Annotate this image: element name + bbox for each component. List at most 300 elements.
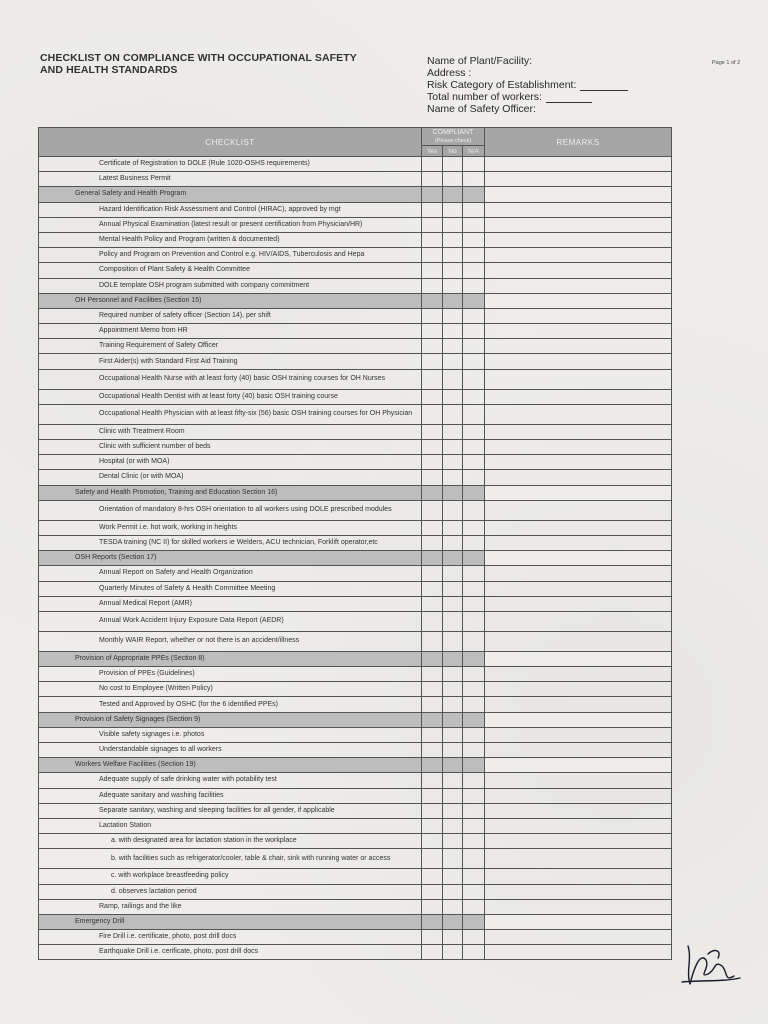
na-checkbox-cell[interactable] — [463, 263, 485, 278]
no-checkbox-cell[interactable] — [443, 945, 463, 960]
remarks-cell[interactable] — [485, 293, 672, 308]
yes-checkbox-cell[interactable] — [422, 389, 443, 404]
signature — [678, 938, 744, 990]
no-checkbox-cell[interactable] — [443, 278, 463, 293]
remarks-cell[interactable] — [485, 278, 672, 293]
table-row — [39, 899, 672, 914]
remarks-cell[interactable] — [485, 217, 672, 232]
checklist-item: First Aider(s) with Standard First Aid Training — [39, 354, 422, 369]
yes-checkbox-cell[interactable] — [422, 788, 443, 803]
remarks-cell[interactable] — [485, 455, 672, 470]
na-checkbox-cell[interactable] — [463, 914, 485, 929]
table-row — [39, 697, 672, 712]
no-checkbox-cell[interactable] — [443, 849, 463, 869]
checklist-item: Occupational Health Nurse with at least forty (40) basic OSH training courses for OH Nurses — [39, 369, 422, 389]
checklist-item: Orientation of mandatory 8-hrs OSH orientation to all workers using DOLE prescribed modules — [39, 500, 422, 520]
na-checkbox-cell[interactable] — [463, 470, 485, 485]
no-checkbox-cell[interactable] — [443, 500, 463, 520]
compliant-header — [422, 128, 485, 146]
table-row — [39, 354, 672, 369]
yes-checkbox-cell[interactable] — [422, 485, 443, 500]
table-row — [39, 930, 672, 945]
no-checkbox-cell[interactable] — [443, 581, 463, 596]
compliant-note: (Please check) — [434, 137, 472, 144]
na-checkbox-cell[interactable] — [463, 611, 485, 631]
no-checkbox-cell[interactable] — [443, 157, 463, 172]
no-checkbox-cell[interactable] — [443, 187, 463, 202]
na-checkbox-cell[interactable] — [463, 520, 485, 535]
remarks-cell[interactable] — [485, 248, 672, 263]
remarks-cell[interactable] — [485, 308, 672, 323]
yes-checkbox-cell[interactable] — [422, 743, 443, 758]
table-row — [39, 500, 672, 520]
table-row — [39, 611, 672, 631]
checklist-item: Fire Drill i.e. certificate, photo, post drill docs — [39, 930, 422, 945]
table-row — [39, 263, 672, 278]
remarks-cell[interactable] — [485, 440, 672, 455]
checklist-item: Provision of PPEs (Guidelines) — [39, 667, 422, 682]
no-checkbox-cell[interactable] — [443, 354, 463, 369]
yes-checkbox-cell[interactable] — [422, 930, 443, 945]
checklist-body — [39, 157, 672, 960]
table-row — [39, 596, 672, 611]
checklist-item: Policy and Program on Prevention and Control e.g. HIV/AIDS, Tuberculosis and Hepa — [39, 248, 422, 263]
title-line-2: AND HEALTH STANDARDS — [40, 64, 178, 76]
no-checkbox-cell[interactable] — [443, 369, 463, 389]
address-label: Address : — [427, 67, 472, 79]
no-checkbox-cell[interactable] — [443, 172, 463, 187]
table-row — [39, 369, 672, 389]
na-checkbox-cell[interactable] — [463, 404, 485, 424]
yes-checkbox-cell[interactable] — [422, 157, 443, 172]
na-checkbox-cell[interactable] — [463, 440, 485, 455]
no-checkbox-cell[interactable] — [443, 758, 463, 773]
checklist-item: Monthly WAIR Report, whether or not there is an accident/illness — [39, 631, 422, 651]
no-checkbox-cell[interactable] — [443, 293, 463, 308]
na-checkbox-cell[interactable] — [463, 293, 485, 308]
table-row — [39, 389, 672, 404]
yes-checkbox-cell[interactable] — [422, 248, 443, 263]
remarks-cell[interactable] — [485, 485, 672, 500]
yes-checkbox-cell[interactable] — [422, 631, 443, 651]
na-checkbox-cell[interactable] — [463, 485, 485, 500]
no-checkbox-cell[interactable] — [443, 788, 463, 803]
remarks-cell[interactable] — [485, 667, 672, 682]
checklist-item: Understandable signages to all workers — [39, 743, 422, 758]
na-checkbox-cell[interactable] — [463, 369, 485, 389]
remarks-cell[interactable] — [485, 500, 672, 520]
remarks-cell[interactable] — [485, 849, 672, 869]
no-checkbox-cell[interactable] — [443, 727, 463, 742]
yes-checkbox-cell[interactable] — [422, 727, 443, 742]
table-row — [39, 773, 672, 788]
checklist-item: Training Requirement of Safety Officer — [39, 339, 422, 354]
remarks-cell[interactable] — [485, 631, 672, 651]
remarks-cell[interactable] — [485, 596, 672, 611]
checklist-item: DOLE template OSH program submitted with company commitment — [39, 278, 422, 293]
remarks-cell[interactable] — [485, 581, 672, 596]
remarks-cell[interactable] — [485, 834, 672, 849]
no-checkbox-cell[interactable] — [443, 930, 463, 945]
yes-checkbox-cell[interactable] — [422, 500, 443, 520]
checklist-item: Clinic with sufficient number of beds — [39, 440, 422, 455]
table-row — [39, 743, 672, 758]
yes-checkbox-cell[interactable] — [422, 202, 443, 217]
table-row — [39, 339, 672, 354]
yes-checkbox-cell[interactable] — [422, 263, 443, 278]
no-checkbox-cell[interactable] — [443, 440, 463, 455]
remarks-cell[interactable] — [485, 263, 672, 278]
remarks-cell[interactable] — [485, 727, 672, 742]
yes-checkbox-cell[interactable] — [422, 551, 443, 566]
yes-checkbox-cell[interactable] — [422, 187, 443, 202]
no-checkbox-cell[interactable] — [443, 712, 463, 727]
na-checkbox-cell[interactable] — [463, 849, 485, 869]
yes-checkbox-cell[interactable] — [422, 404, 443, 424]
checklist-item: Annual Work Accident Injury Exposure Data Report (AEDR) — [39, 611, 422, 631]
yes-checkbox-cell[interactable] — [422, 520, 443, 535]
checklist-item: Visible safety signages i.e. photos — [39, 727, 422, 742]
na-checkbox-cell[interactable] — [463, 535, 485, 550]
yes-checkbox-cell[interactable] — [422, 217, 443, 232]
table-row — [39, 884, 672, 899]
workers-label: Total number of workers: — [427, 91, 542, 103]
establishment-info — [427, 55, 657, 115]
na-checkbox-cell[interactable] — [463, 945, 485, 960]
na-checkbox-cell[interactable] — [463, 172, 485, 187]
yes-checkbox-cell[interactable] — [422, 308, 443, 323]
remarks-cell[interactable] — [485, 869, 672, 884]
remarks-cell[interactable] — [485, 611, 672, 631]
na-checkbox-cell[interactable] — [463, 930, 485, 945]
no-checkbox-cell[interactable] — [443, 566, 463, 581]
remarks-cell[interactable] — [485, 899, 672, 914]
section-title: Provision of Safety Signages (Section 9) — [39, 712, 422, 727]
yes-checkbox-cell[interactable] — [422, 611, 443, 631]
risk-category-label: Risk Category of Establishment: — [427, 79, 577, 91]
section-header-row — [39, 914, 672, 929]
table-row — [39, 834, 672, 849]
yes-checkbox-cell[interactable] — [422, 278, 443, 293]
remarks-cell[interactable] — [485, 773, 672, 788]
no-checkbox-cell[interactable] — [443, 803, 463, 818]
section-header-row — [39, 712, 672, 727]
remarks-cell[interactable] — [485, 535, 672, 550]
no-checkbox-cell[interactable] — [443, 611, 463, 631]
na-checkbox-cell[interactable] — [463, 551, 485, 566]
yes-checkbox-cell[interactable] — [422, 914, 443, 929]
remarks-cell[interactable] — [485, 369, 672, 389]
na-checkbox-cell[interactable] — [463, 278, 485, 293]
na-checkbox-cell[interactable] — [463, 202, 485, 217]
remarks-cell[interactable] — [485, 520, 672, 535]
checklist-item: Occupational Health Physician with at least fifty-six (56) basic OSH training courses for OH Physician — [39, 404, 422, 424]
remarks-cell[interactable] — [485, 930, 672, 945]
checklist-item: Composition of Plant Safety & Health Committee — [39, 263, 422, 278]
table-row — [39, 324, 672, 339]
checklist-item: Work Permit i.e. hot work, working in heights — [39, 520, 422, 535]
table-row — [39, 248, 672, 263]
na-checkbox-cell[interactable] — [463, 500, 485, 520]
no-checkbox-cell[interactable] — [443, 869, 463, 884]
remarks-cell[interactable] — [485, 339, 672, 354]
na-checkbox-cell[interactable] — [463, 712, 485, 727]
yes-checkbox-cell[interactable] — [422, 773, 443, 788]
section-title: OSH Reports (Section 17) — [39, 551, 422, 566]
no-checkbox-cell[interactable] — [443, 308, 463, 323]
remarks-cell[interactable] — [485, 945, 672, 960]
remarks-cell[interactable] — [485, 354, 672, 369]
no-checkbox-cell[interactable] — [443, 818, 463, 833]
no-checkbox-cell[interactable] — [443, 202, 463, 217]
checklist-item: Annual Medical Report (AMR) — [39, 596, 422, 611]
yes-checkbox-cell[interactable] — [422, 354, 443, 369]
remarks-cell[interactable] — [485, 697, 672, 712]
yes-checkbox-cell[interactable] — [422, 803, 443, 818]
no-checkbox-cell[interactable] — [443, 404, 463, 424]
no-checkbox-cell[interactable] — [443, 631, 463, 651]
no-checkbox-cell[interactable] — [443, 551, 463, 566]
table-row — [39, 440, 672, 455]
no-checkbox-cell[interactable] — [443, 339, 463, 354]
section-title: General Safety and Health Program — [39, 187, 422, 202]
na-checkbox-cell[interactable] — [463, 354, 485, 369]
na-checkbox-cell[interactable] — [463, 788, 485, 803]
remarks-cell[interactable] — [485, 551, 672, 566]
section-header-row — [39, 551, 672, 566]
yes-checkbox-cell[interactable] — [422, 339, 443, 354]
remarks-cell[interactable] — [485, 803, 672, 818]
page-number: Page 1 of 2 — [712, 60, 741, 66]
no-checkbox-cell[interactable] — [443, 651, 463, 666]
na-checkbox-cell[interactable] — [463, 818, 485, 833]
table-row — [39, 520, 672, 535]
checklist-item: a. with designated area for lactation station in the workplace — [39, 834, 422, 849]
na-checkbox-cell[interactable] — [463, 758, 485, 773]
yes-checkbox-cell[interactable] — [422, 651, 443, 666]
yes-checkbox-cell[interactable] — [422, 172, 443, 187]
remarks-cell[interactable] — [485, 389, 672, 404]
section-header-row — [39, 293, 672, 308]
checklist-item: c. with workplace breastfeeding policy — [39, 869, 422, 884]
checklist-item: Certificate of Registration to DOLE (Rule 1020-OSHS requirements) — [39, 157, 422, 172]
na-checkbox-cell[interactable] — [463, 869, 485, 884]
checklist-item: Quarterly Minutes of Safety & Health Committee Meeting — [39, 581, 422, 596]
table-row — [39, 945, 672, 960]
remarks-cell[interactable] — [485, 470, 672, 485]
no-checkbox-cell[interactable] — [443, 914, 463, 929]
no-checkbox-cell[interactable] — [443, 324, 463, 339]
yes-checkbox-cell[interactable] — [422, 455, 443, 470]
na-checkbox-cell[interactable] — [463, 232, 485, 247]
no-checkbox-cell[interactable] — [443, 424, 463, 439]
section-header-row — [39, 187, 672, 202]
table-row — [39, 849, 672, 869]
compliant-label: COMPLIANT — [432, 128, 474, 136]
checklist-item: Mental Health Policy and Program (written & documented) — [39, 232, 422, 247]
yes-checkbox-cell[interactable] — [422, 324, 443, 339]
checklist-item: Required number of safety officer (Section 14), per shift — [39, 308, 422, 323]
remarks-cell[interactable] — [485, 651, 672, 666]
section-title: OH Personnel and Facilities (Section 15) — [39, 293, 422, 308]
na-checkbox-cell[interactable] — [463, 324, 485, 339]
na-checkbox-cell[interactable] — [463, 339, 485, 354]
no-checkbox-cell[interactable] — [443, 232, 463, 247]
table-row — [39, 667, 672, 682]
workers-row — [427, 91, 657, 103]
na-checkbox-cell[interactable] — [463, 217, 485, 232]
yes-checkbox-cell[interactable] — [422, 232, 443, 247]
remarks-cell[interactable] — [485, 818, 672, 833]
no-checkbox-cell[interactable] — [443, 248, 463, 263]
remarks-cell[interactable] — [485, 324, 672, 339]
na-checkbox-cell[interactable] — [463, 743, 485, 758]
remarks-cell[interactable] — [485, 566, 672, 581]
no-checkbox-cell[interactable] — [443, 455, 463, 470]
no-checkbox-cell[interactable] — [443, 389, 463, 404]
na-checkbox-cell[interactable] — [463, 803, 485, 818]
table-row — [39, 818, 672, 833]
yes-header: Yes — [422, 146, 443, 157]
na-checkbox-cell[interactable] — [463, 455, 485, 470]
remarks-cell[interactable] — [485, 172, 672, 187]
risk-category-blank — [580, 82, 628, 91]
yes-checkbox-cell[interactable] — [422, 758, 443, 773]
no-checkbox-cell[interactable] — [443, 667, 463, 682]
table-row — [39, 788, 672, 803]
table-row — [39, 172, 672, 187]
table-row — [39, 727, 672, 742]
yes-checkbox-cell[interactable] — [422, 369, 443, 389]
na-checkbox-cell[interactable] — [463, 727, 485, 742]
yes-checkbox-cell[interactable] — [422, 869, 443, 884]
no-checkbox-cell[interactable] — [443, 263, 463, 278]
na-checkbox-cell[interactable] — [463, 651, 485, 666]
no-checkbox-cell[interactable] — [443, 773, 463, 788]
na-checkbox-cell[interactable] — [463, 899, 485, 914]
remarks-cell[interactable] — [485, 884, 672, 899]
remarks-cell[interactable] — [485, 743, 672, 758]
checklist-item: Annual Report on Safety and Health Organization — [39, 566, 422, 581]
na-checkbox-cell[interactable] — [463, 667, 485, 682]
table-row — [39, 308, 672, 323]
no-checkbox-cell[interactable] — [443, 217, 463, 232]
no-header: No — [443, 146, 463, 157]
checklist-table — [38, 127, 672, 960]
checklist-item: Appointment Memo from HR — [39, 324, 422, 339]
table-row — [39, 157, 672, 172]
na-checkbox-cell[interactable] — [463, 187, 485, 202]
yes-checkbox-cell[interactable] — [422, 884, 443, 899]
no-checkbox-cell[interactable] — [443, 485, 463, 500]
checklist-item: Tested and Approved by OSHC (for the 6 identified PPEs) — [39, 697, 422, 712]
yes-checkbox-cell[interactable] — [422, 945, 443, 960]
yes-checkbox-cell[interactable] — [422, 424, 443, 439]
yes-checkbox-cell[interactable] — [422, 470, 443, 485]
table-row — [39, 232, 672, 247]
no-checkbox-cell[interactable] — [443, 834, 463, 849]
plant-name-label: Name of Plant/Facility: — [427, 55, 533, 67]
title-line-1: CHECKLIST ON COMPLIANCE WITH OCCUPATIONAL SAFETY — [40, 52, 357, 64]
remarks-cell[interactable] — [485, 424, 672, 439]
na-checkbox-cell[interactable] — [463, 566, 485, 581]
yes-checkbox-cell[interactable] — [422, 849, 443, 869]
na-checkbox-cell[interactable] — [463, 773, 485, 788]
remarks-cell[interactable] — [485, 232, 672, 247]
na-header: N/A — [463, 146, 485, 157]
na-checkbox-cell[interactable] — [463, 424, 485, 439]
checklist-item: Clinic with Treatment Room — [39, 424, 422, 439]
section-header-row — [39, 485, 672, 500]
yes-checkbox-cell[interactable] — [422, 566, 443, 581]
no-checkbox-cell[interactable] — [443, 884, 463, 899]
table-row — [39, 424, 672, 439]
na-checkbox-cell[interactable] — [463, 308, 485, 323]
na-checkbox-cell[interactable] — [463, 631, 485, 651]
table-row — [39, 581, 672, 596]
na-checkbox-cell[interactable] — [463, 596, 485, 611]
safety-officer-label: Name of Safety Officer: — [427, 103, 536, 115]
no-checkbox-cell[interactable] — [443, 520, 463, 535]
yes-checkbox-cell[interactable] — [422, 834, 443, 849]
na-checkbox-cell[interactable] — [463, 884, 485, 899]
yes-checkbox-cell[interactable] — [422, 667, 443, 682]
document-title — [40, 52, 360, 76]
remarks-cell[interactable] — [485, 157, 672, 172]
na-checkbox-cell[interactable] — [463, 834, 485, 849]
remarks-cell[interactable] — [485, 682, 672, 697]
na-checkbox-cell[interactable] — [463, 581, 485, 596]
no-checkbox-cell[interactable] — [443, 743, 463, 758]
no-checkbox-cell[interactable] — [443, 682, 463, 697]
no-checkbox-cell[interactable] — [443, 470, 463, 485]
yes-checkbox-cell[interactable] — [422, 697, 443, 712]
checklist-item: Earthquake Drill i.e. cerificate, photo, post drill docs — [39, 945, 422, 960]
remarks-cell[interactable] — [485, 404, 672, 424]
checklist-item: Occupational Health Dentist with at least forty (40) basic OSH training course — [39, 389, 422, 404]
no-checkbox-cell[interactable] — [443, 697, 463, 712]
yes-checkbox-cell[interactable] — [422, 440, 443, 455]
remarks-cell[interactable] — [485, 187, 672, 202]
risk-category-row — [427, 79, 657, 91]
yes-checkbox-cell[interactable] — [422, 712, 443, 727]
na-checkbox-cell[interactable] — [463, 248, 485, 263]
table-row — [39, 278, 672, 293]
na-checkbox-cell[interactable] — [463, 682, 485, 697]
no-checkbox-cell[interactable] — [443, 535, 463, 550]
table-row — [39, 535, 672, 550]
yes-checkbox-cell[interactable] — [422, 899, 443, 914]
remarks-cell[interactable] — [485, 202, 672, 217]
yes-checkbox-cell[interactable] — [422, 818, 443, 833]
remarks-cell[interactable] — [485, 758, 672, 773]
remarks-cell[interactable] — [485, 788, 672, 803]
na-checkbox-cell[interactable] — [463, 157, 485, 172]
no-checkbox-cell[interactable] — [443, 596, 463, 611]
remarks-cell[interactable] — [485, 914, 672, 929]
yes-checkbox-cell[interactable] — [422, 682, 443, 697]
na-checkbox-cell[interactable] — [463, 697, 485, 712]
no-checkbox-cell[interactable] — [443, 899, 463, 914]
checklist-item: b. with facilities such as refrigerator/cooler, table & chair, sink with running water or access — [39, 849, 422, 869]
yes-checkbox-cell[interactable] — [422, 596, 443, 611]
yes-checkbox-cell[interactable] — [422, 293, 443, 308]
remarks-cell[interactable] — [485, 712, 672, 727]
yes-checkbox-cell[interactable] — [422, 581, 443, 596]
yes-checkbox-cell[interactable] — [422, 535, 443, 550]
checklist-item: Lactation Station — [39, 818, 422, 833]
na-checkbox-cell[interactable] — [463, 389, 485, 404]
